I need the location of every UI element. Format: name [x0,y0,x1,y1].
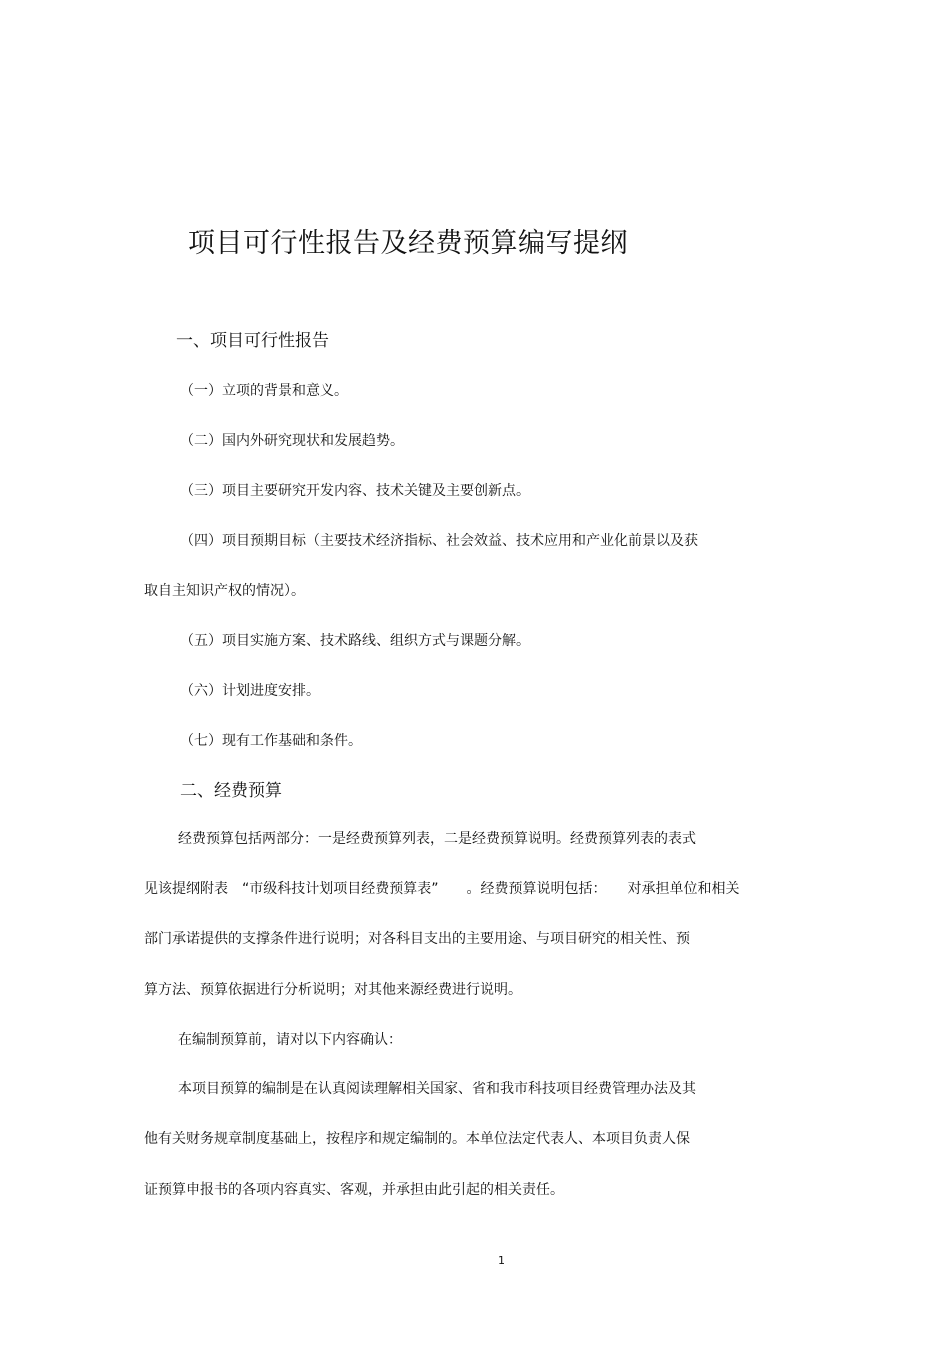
budget-paragraph-line-2: 见该提纲附表 “市级科技计划项目经费预算表” 。经费预算说明包括： 对承担单位和相关 [144,881,740,897]
declaration-line-2: 他有关财务规章制度基础上，按程序和规定编制的。本单位法定代表人、本项目负责人保 [144,1131,690,1147]
budget-paragraph-line-3: 部门承诺提供的支撑条件进行说明；对各科目支出的主要用途、与项目研究的相关性、预 [144,931,690,947]
page-number: 1 [498,1254,505,1267]
section1-heading: 一、项目可行性报告 [176,331,329,351]
declaration-line-1: 本项目预算的编制是在认真阅读理解相关国家、省和我市科技项目经费管理办法及其 [178,1081,696,1097]
confirm-paragraph: 在编制预算前，请对以下内容确认： [178,1032,402,1048]
section1-item-6: （六）计划进度安排。 [180,683,320,699]
declaration-line-3: 证预算申报书的各项内容真实、客观，并承担由此引起的相关责任。 [144,1182,564,1198]
section1-item-2: （二）国内外研究现状和发展趋势。 [180,433,404,449]
budget-paragraph-line-4: 算方法、预算依据进行分析说明；对其他来源经费进行说明。 [144,982,522,998]
section2-heading: 二、经费预算 [180,781,282,801]
document-title: 项目可行性报告及经费预算编写提纲 [188,228,628,259]
section1-item-7: （七）现有工作基础和条件。 [180,733,362,749]
section1-item-3: （三）项目主要研究开发内容、技术关键及主要创新点。 [180,483,530,499]
section1-item-4: （四）项目预期目标（主要技术经济指标、社会效益、技术应用和产业化前景以及获 [180,533,698,549]
section1-item-1: （一）立项的背景和意义。 [180,383,348,399]
section1-item-4-continued: 取自主知识产权的情况）。 [144,583,305,599]
section1-item-5: （五）项目实施方案、技术路线、组织方式与课题分解。 [180,633,530,649]
budget-paragraph-line-1: 经费预算包括两部分：一是经费预算列表，二是经费预算说明。经费预算列表的表式 [178,831,696,847]
